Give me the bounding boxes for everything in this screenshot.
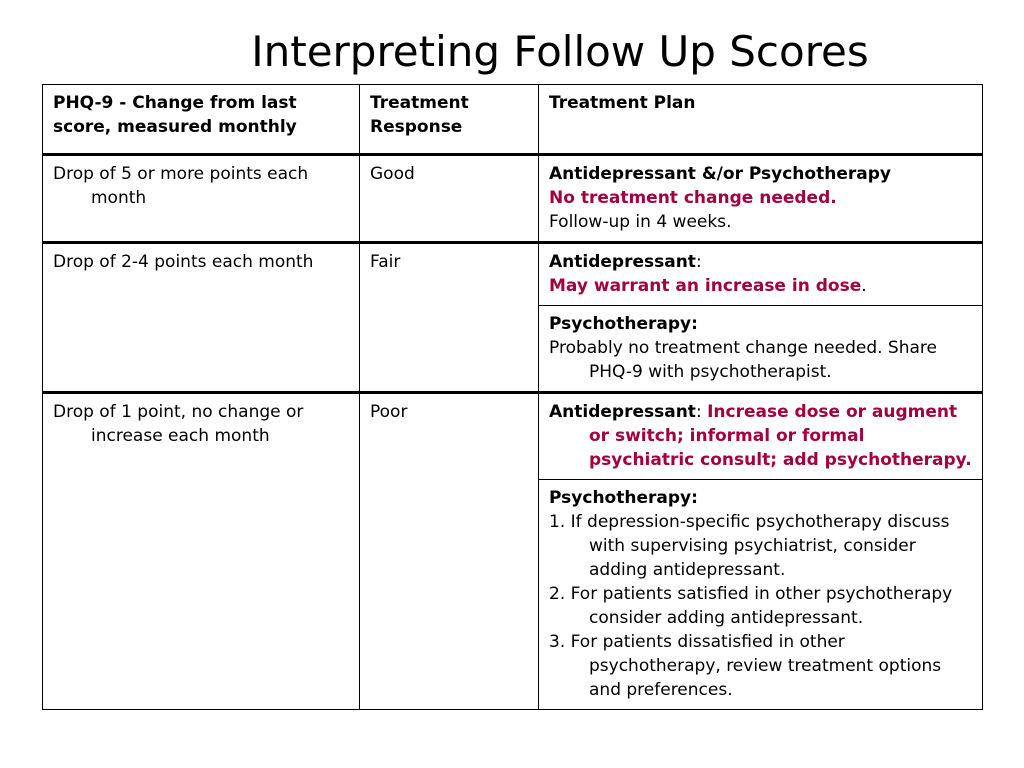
table-row-poor (43, 393, 983, 480)
table-header-row (43, 85, 983, 155)
antidepressant-recommendation: Increase dose or augment or switch; informal or formal psychiatric consult; add psychotherapy. (589, 402, 972, 470)
change-text: Drop of 2-4 points each month (53, 252, 314, 272)
page-title: Interpreting Follow Up Scores (251, 27, 869, 76)
table-row-fair (43, 243, 983, 306)
header-treatment-response: Treatment Response (360, 85, 539, 155)
cell-plan-psychotherapy (539, 306, 983, 393)
cell-plan-antidepressant (539, 243, 983, 306)
cell-response: Poor (360, 393, 539, 710)
antidepressant-label: Antidepressant (549, 402, 696, 422)
change-text: Drop of 1 point, no change or increase each month (53, 402, 304, 446)
antidepressant-label: Antidepressant (549, 252, 696, 272)
follow-up-scores-table (42, 84, 983, 710)
antidepressant-recommendation: May warrant an increase in dose (549, 276, 862, 296)
antidepressant-colon: : (695, 402, 708, 422)
psychotherapy-text: Probably no treatment change needed. Share PHQ-9 with psychotherapist. (549, 338, 937, 382)
cell-plan-antidepressant (539, 393, 983, 480)
table-row-good (43, 155, 983, 243)
plan-highlight: No treatment change needed. (549, 188, 837, 208)
antidepressant-colon: : (695, 252, 702, 272)
psychotherapy-label: Psychotherapy: (549, 488, 698, 508)
cell-change (43, 243, 360, 393)
change-text: Drop of 5 or more points each month (53, 164, 309, 208)
header-treatment-plan: Treatment Plan (539, 85, 983, 155)
list-item: 2. For patients satisfied in other psychotherapy consider adding antidepressant. (549, 584, 953, 628)
plan-title: Antidepressant &/or Psychotherapy (549, 164, 891, 184)
cell-change (43, 393, 360, 710)
header-phq9-change: PHQ-9 - Change from last score, measured monthly (43, 85, 360, 155)
cell-plan (539, 155, 983, 243)
cell-response: Fair (360, 243, 539, 393)
cell-response: Good (360, 155, 539, 243)
cell-plan-psychotherapy (539, 480, 983, 710)
plan-note: Follow-up in 4 weeks. (549, 212, 732, 232)
list-item: 1. If depression-specific psychotherapy discuss with supervising psychiatrist, consider adding antidepressant. (549, 512, 950, 580)
list-item: 3. For patients dissatisfied in other psychotherapy, review treatment options and preferences. (549, 632, 942, 700)
cell-change (43, 155, 360, 243)
antidepressant-block (549, 400, 972, 472)
psychotherapy-label: Psychotherapy: (549, 314, 698, 334)
antidepressant-period: . (861, 276, 867, 296)
